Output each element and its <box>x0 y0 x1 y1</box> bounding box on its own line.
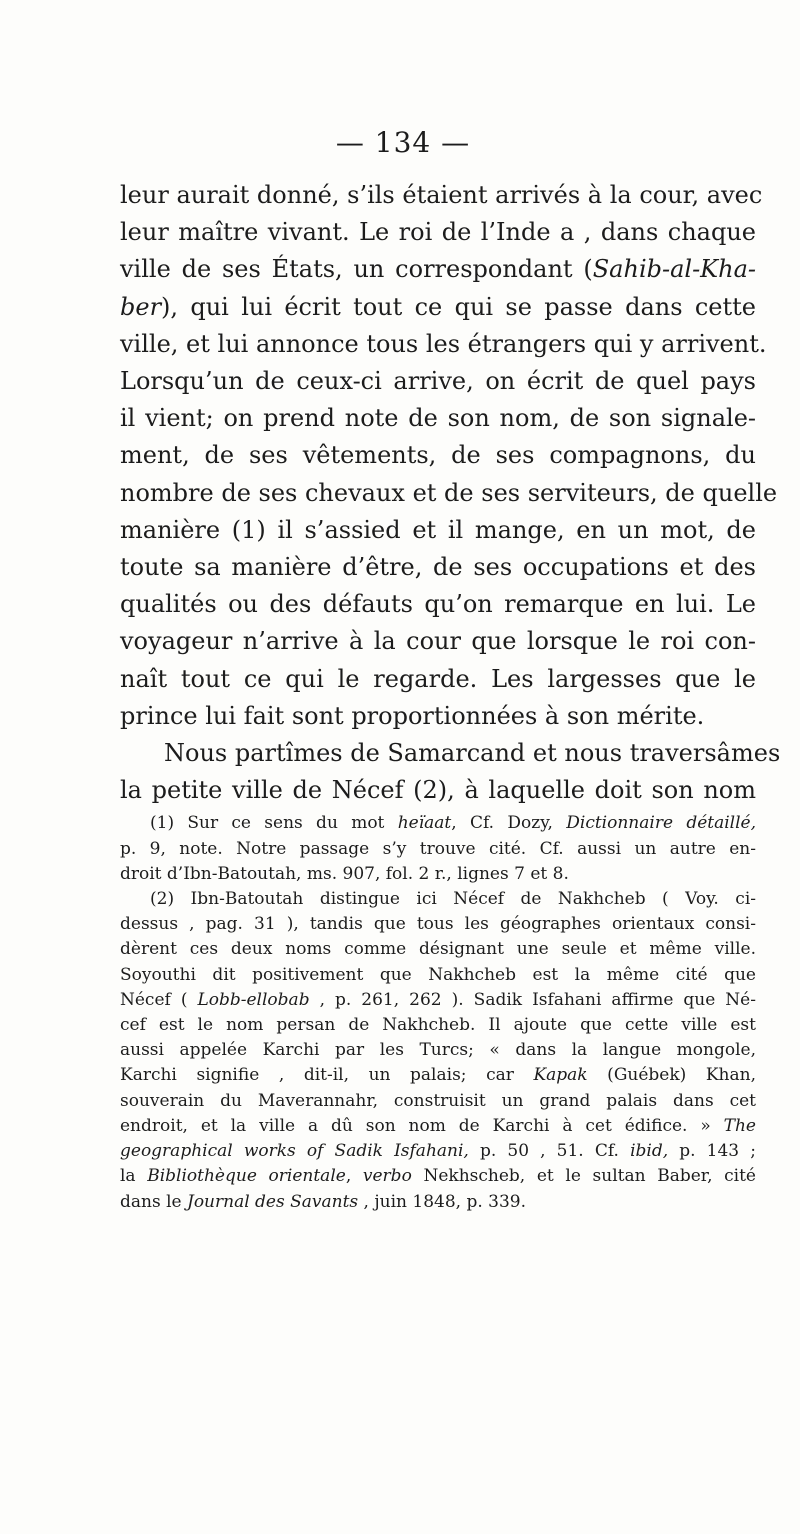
footnote-2-line <box>120 1164 756 1189</box>
body-line: naît tout ce qui le regarde. Les largesses que le <box>120 664 756 693</box>
footnote-text: , Cf. Dozy, <box>451 813 567 834</box>
footnote-text: , juin 1848, p. 339. <box>358 1191 526 1212</box>
footnote-2-line: (2) Ibn-Batoutah distingue ici Nécef de Nakhcheb ( Voy. ci- <box>150 889 756 910</box>
footnote-text: p. 143 ; <box>668 1141 756 1162</box>
page-number: — 134 — <box>335 126 471 159</box>
body-line: qualités ou des défauts qu’on remarque en lui. Le <box>120 590 756 619</box>
footnote-text: (Guébek) Khan, <box>587 1065 756 1086</box>
footnotes <box>120 811 756 1214</box>
footnote-text: Nekhscheb, et le sultan Baber, cité <box>411 1166 756 1187</box>
footnote-text: p. 50 , 51. Cf. <box>468 1141 631 1162</box>
body-line-text: ), qui lui écrit tout ce qui se passe dans cette <box>161 292 756 321</box>
footnote-text: Karchi signifie , dit-il, un palais; car <box>120 1065 534 1086</box>
footnote-2-line <box>120 1114 756 1139</box>
footnote-2-line: souverain du Maverannahr, construisit un grand palais dans cet <box>120 1090 756 1111</box>
footnote-2-line: dessus , pag. 31 ), tandis que tous les géographes orientaux consi- <box>120 914 756 935</box>
body-line: Lorsqu’un de ceux-ci arrive, on écrit de quel pays <box>120 367 756 396</box>
footnote-italic: heïaat <box>397 813 452 834</box>
footnote-2-line <box>120 1063 756 1088</box>
body-line: nombre de ses chevaux et de ses serviteurs, de quelle <box>120 478 778 507</box>
footnote-2-line: aussi appelée Karchi par les Turcs; « dans la langue mongole, <box>120 1040 756 1061</box>
body-line-text: ville de ses États, un correspondant ( <box>120 255 593 284</box>
footnote-italic: geographical works of Sadik Isfahani, <box>120 1141 469 1162</box>
footnote-italic: ibid, <box>630 1141 669 1162</box>
footnote-2-line <box>120 988 756 1013</box>
body-line: prince lui fait sont proportionnées à son mérite. <box>120 701 705 730</box>
footnote-italic: verbo <box>362 1166 412 1187</box>
footnote-2-line: cef est le nom persan de Nakhcheb. Il ajoute que cette ville est <box>120 1015 756 1036</box>
footnote-text: dans le <box>120 1191 187 1212</box>
body-line: ville, et lui annonce tous les étrangers qui y arrivent. <box>120 329 767 358</box>
footnote-1-line: p. 9, note. Notre passage s’y trouve cité. Cf. aussi un autre en- <box>120 838 756 859</box>
footnote-text: (1) Sur ce sens du mot <box>150 813 398 834</box>
body-line: voyageur n’arrive à la cour que lorsque le roi con- <box>120 627 756 656</box>
body-line: la petite ville de Nécef (2), à laquelle doit son nom <box>120 776 756 805</box>
footnote-1-line <box>120 811 756 836</box>
body-text <box>120 177 781 809</box>
body-line: il vient; on prend note de son nom, de son signale- <box>120 404 756 433</box>
footnote-text: Nécef ( <box>120 989 198 1010</box>
body-line: leur maître vivant. Le roi de l’Inde a , dans chaque <box>120 218 756 247</box>
body-line: manière (1) il s’assied et il mange, en un mot, de <box>120 515 756 544</box>
footnote-italic: The <box>723 1115 756 1136</box>
footnote-2-line <box>120 1139 756 1164</box>
footnote-1-line: droit d’Ibn-Batoutah, ms. 907, fol. 2 r., lignes 7 et 8. <box>120 863 569 884</box>
footnote-italic: Kapak <box>533 1065 588 1086</box>
body-line: leur aurait donné, s’ils étaient arrivés à la cour, avec <box>120 181 763 209</box>
body-line: Nous partîmes de Samarcand et nous traversâmes <box>164 739 781 768</box>
body-line <box>120 289 756 326</box>
footnote-italic: Lobb-ellobab <box>197 989 310 1010</box>
italic-term-end: ber <box>120 292 162 321</box>
body-line <box>120 251 756 288</box>
footnote-italic: Journal des Savants <box>187 1191 359 1212</box>
footnote-text: , p. 261, 262 ). Sadik Isfahani affirme que Né- <box>309 989 756 1010</box>
footnote-italic: Bibliothèque orientale <box>147 1166 346 1187</box>
italic-term: Sahib-al-Kha- <box>592 255 756 284</box>
footnote-text: la <box>120 1166 148 1187</box>
footnote-text: endroit, et la ville a dû son nom de Karchi à cet édifice. » <box>120 1115 724 1136</box>
footnote-2-line <box>120 1190 756 1215</box>
body-line: ment, de ses vêtements, de ses compagnons, du <box>120 441 756 470</box>
footnote-2-line: dèrent ces deux noms comme désignant une seule et même ville. <box>120 939 756 960</box>
body-line: toute sa manière d’être, de ses occupations et des <box>120 553 756 582</box>
footnote-text: , <box>345 1166 363 1187</box>
footnote-2-line: Soyouthi dit positivement que Nakhcheb est la même cité que <box>120 964 756 985</box>
footnote-italic: Dictionnaire détaillé, <box>566 813 757 834</box>
